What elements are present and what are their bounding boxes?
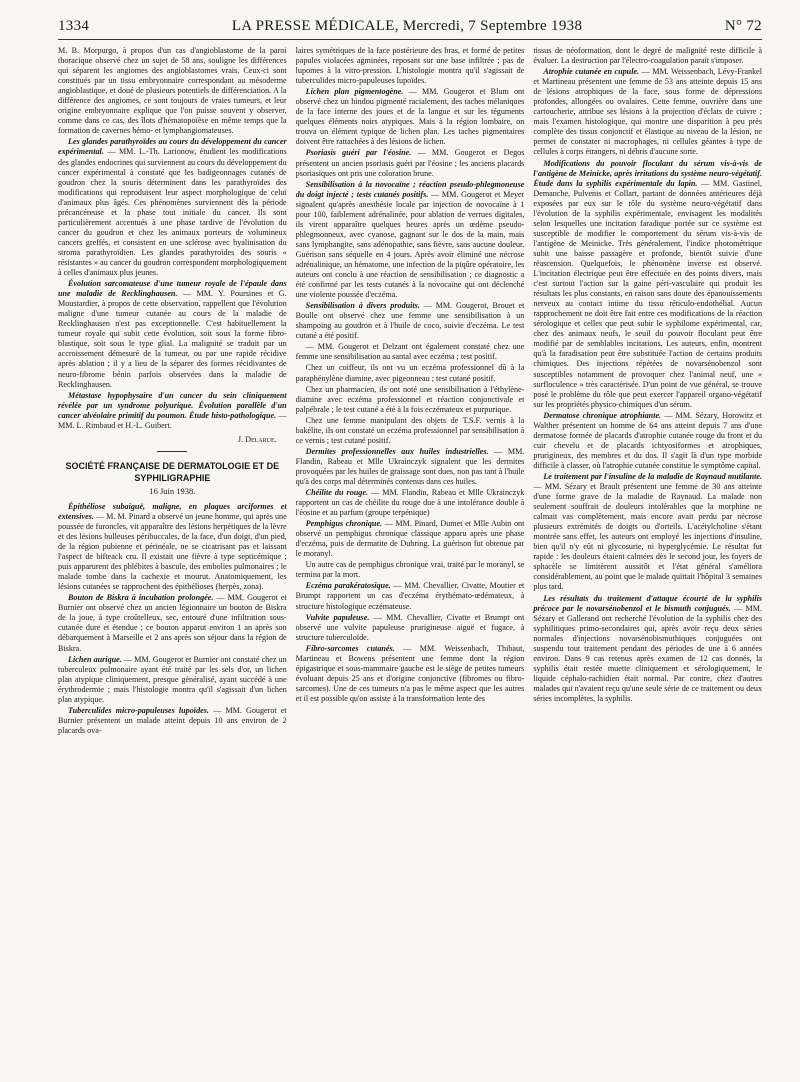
paragraph [296,581,525,611]
paragraph-text: — MM. Chevallier, Civatte, Moutier et Brumpt rapportent un cas d'eczéma érythémato-œdémateux, à structure histologique eczémateuse. [295,581,525,611]
paragraph [296,488,525,518]
article-heading: Dermites professionnelles aux huiles industrielles. [305,446,489,456]
article-heading: Épithéliose subaiguë, maligne, en plaques arciformes et extensives. [58,501,287,521]
article-heading: Eczéma parakératosique. [305,581,391,591]
paragraph-text: — MM. Gougerot et Degos présentent un ancien psoriasis guéri par l'éosine ; les anciens placards psoriasiques ont pris une coloration brune. [295,148,525,178]
article-heading: Lichen aurique. [68,654,122,664]
paragraph-text: — MM. Gougerot et Blum ont observé chez un hindou pigmenté racialement, des taches mélaniques de la face interne des joues et de la langue et sur les téguments quelques éléments noirs atypiques. Mais à la région lombaire, on trouva un élément typique de lichen plan. Les taches pigmentaires doivent être rattachées à des lésions de lichen. [295,87,525,147]
article-heading: Tuberculides micro-papuleuses lupoïdes. [68,705,209,715]
article-heading: Fibro-sarcomes cutanés. [305,643,395,653]
paragraph [533,159,762,410]
paragraph-text: — MM. Sézary et Brault présentent une femme de 30 ans atteinte d'une forme grave de la maladie de Raynaud. La malade non seulement souffrait de douleurs intolérables que la morphine ne calmait vas complètement, mais encore avait perdu par nécrose plusieurs extrémités de doigts ou d'orteils. L'acétylcholine s'étant montrée sans effet, les auteurs ont employé les injections d'insuline, bien qu'il n'y eût ni glycosurie, ni hyperglycémie. Le résultat fut rapide : les douleurs étaient calmées dès le second jour, les foyers de sphacèle se limitèrent aussitôt et l'état général s'améliora considérablement, au point que le malade quittait l'hôpital 3 semaines plus tard. [533,482,763,592]
page-header [58,18,762,40]
paragraph [58,593,287,653]
paragraph [58,391,287,431]
paragraph [296,613,525,643]
article-heading: Atrophie cutanée en cupule. [543,67,640,77]
article-heading: Sensibilisation à divers produits. [305,301,420,311]
paragraph-text: — MM. L.-Th. Larionow, étudient les modifications des glandes endocrines qui surviennent au cours du développement du cancer expérimental à constaté que les badigeonnages cutanés de goudron chez la souris déterminent dans les parathyroïdes des modifications qui reproduisent leur aspect morphologique de celui d'animaux plus âgés. Ces phénomènes surviennent dès la période précancéreuse et la phase tout initiale du cancer. Ils sont particulièrement accentués à une phase tardive de l'évolution du cancer du goudron et chez les animaux porteurs de volumineux cancers greffés, et consistent en une sclérose avec hyalinisation du stroma parathyroïdien. Les glandes parathyroïdes des souris « résistantes » au cancer du goudron correspondent morphologiquement à celles d'animaux plus jeunes. [58,147,287,278]
article-heading: Les résultats du traitement d'attaque écourté de la syphilis précoce par le novarsénobenzol et le bismuth conjugués. [533,593,763,613]
article-heading: Dermatose chronique atrophiante. [543,410,662,420]
author-signature: J. Delarue. [237,434,277,444]
paragraph-text: — MM. Sézary et Gallerand ont recherché l'évolution de la syphilis chez des syphilitiques primo-secondaires qui, après avoir reçu deux séries normales d'injections novarsénobismuthiques conjuguées ont suspendu tout traitement pendant des périodes de une à 6 années environ. Dans 9 cas retenus après examen de 12 cas donnés, la syphilis était restée muette cliniquement et sérologiquement, le liquide céphalo-rachidien était normal. Par contre, chez d'autres malades qui n'avaient reçu qu'une seule série de ce traitement ou deux séries incomplètes, la syphilis. [533,603,763,703]
paragraph-text: — MM. L. Rimbaud et H.-L. Guibert. [58,410,287,430]
paragraph [58,655,287,705]
article-heading: Les glandes parathyroïdes au cours du développement du cancer expérimental. [58,137,287,157]
paragraph-text: — MM. Gastinel, Demanche, Pulvenis et Collart, partant de données antérieures déjà exposées par eux sur le rôle du système neuro-végétatif dans l'évolution de la syphilis expérimentale, envisagent les modalités selon lesquelles une incitation faradique portée sur ce système est susceptible de modifier le comportement du sérum vis-à-vis de l'antigène de Meinicke. Très généralement, l'indice photométrique subit une baisse passagère et profonde, bientôt suivie d'une réascension. Quelquefois, le phénomène inverse est observé. L'incitation électrique peut être effectuée en des points divers, mais c'est surtout l'action sur la gaine péri-vasculaire qui produit les résultats les plus constants, en raison sans doute des épanouissements nerveux au contact intime du tissu réticulo-endothélial. Aucun rapprochement ne doit être fait entre ces modifications de la réaction sérologique et celles que peut subir le syphilome expérimental, car, chez des animaux neufs, le seuil du pouvoir floculant peut être modifié par de semblables incitations. Les auteurs, enfin, montrent qu'à la faradisation peut être substituée l'action de certains produits chimiques. Des injections répétées de novarsénobenzol sont susceptibles notamment de provoquer chez l'animal neuf, une « surfloculence » très caractérisée. D'un point de vue général, se trouve posé le problème du rôle que peut exercer l'appareil organo-végétatif sur les propriétés physico-chimiques d'un sérum. [533,178,763,409]
paragraph [533,594,762,705]
article-heading: Évolution sarcomateuse d'une tumeur royale de l'épaule dans une maladie de Recklinghausen. [58,279,287,299]
paragraph-text: — MM. Pinard, Dumet et Mlle Aubin ont observé un pemphigus chronique classique apparu après une phase d'eczéma, puis de dermatite de Duhring. La guérison fut obtenue par le moranyl. [295,519,525,559]
paragraph-text: — MM. Sézary, Horowitz et Walther présentent un homme de 64 ans atteint depuis 7 ans d'une dermatose formée de placards d'atrophie cutanée rouge du front et du cuir chevelu et de placards ichtyosiformes et atrophiques, prurigineux, des membres et du dos. Il s'agit là d'un type morbide difficile à classer, où l'atrophie cutanée constitue le symptôme capital. [533,410,763,470]
article-heading: Métastase hypophysaire d'un cancer du sein cliniquement révélée par un syndrome polyurique. Évolution parallèle d'un cancer alvéolaire primitif du poumon. Étude histo-pathologique. [58,390,287,420]
paragraph-text: — MM. Flandin, Rabeau et Mlle Ukrainczyk signalent que les dermites provoquées par les huiles de graissage sont dues, non pas tant à l'huile qu'à des corps mal déterminés contenus dans ces huiles. [295,446,525,486]
paragraph: Chez une femme manipulant des objets de T.S.F. vernis à la bakélite, ils ont constaté un eczéma professionnel par sensibilisation à ce vernis ; test cutané positif. [295,415,525,445]
journal-title: LA PRESSE MÉDICALE, Mercredi, 7 Septembre 1938 [231,18,583,34]
paragraph [533,472,762,593]
paragraph [296,180,525,301]
paragraph-text: — MM. Flandin, Rabeau et Mlle Ukrainczyk rapportent un cas de chéilite du rouge due à une intolérance double à l'éosine et au parfum (groupe terpénique) [295,488,525,518]
paragraph [296,644,525,704]
paragraph-text: — MM. Gougerot, Brouet et Boulle ont observé chez une femme une sensibilisation à un shampoing au goudron et à l'huile de coco, suivie d'eczéma. Le test cutané a été positif. [295,301,525,341]
paragraph [296,148,525,178]
paragraph: laires symétriques de la face postérieure des bras, et formé de petites papules violacées agminées, reposant sur une base infiltrée ; pas de lupomes à la vitro-pression. L'histologie montra qu'il s'agissait de tuberculides micro-papuleuses lupoïdes. [295,46,525,86]
paragraph: tissus de néoformation, dont le degré de malignité reste difficile à évaluer. La destruction par l'électro-coagulation parait s'imposer. [533,46,763,66]
issue-number: N° 72 [724,18,762,34]
paragraph: Un autre cas de pemphigus chronique vrai, traité par le moranyl, se termina par la mort. [295,560,525,580]
paragraph [58,706,287,736]
paragraph [58,502,287,592]
paragraph-text: — MM. Chevallier, Civatte et Brumpt ont observé une vulvite papuleuse prurigineuse aiguë et fugace, à structure tuberculoïde. [295,612,525,642]
paragraph [296,447,525,487]
paragraph: M. B. Morpurgo, à propos d'un cas d'angioblastome de la paroi thoracique observé chez un sujet de 58 ans, souligne les différences qui séparent les angiomes des angioblastomes vrais. Ceux-ci sont constitués par un tissu embryonnaire correspondant au mésoderme angioblastique, et doué de plusieurs potentiels de différenciation. A la différence des angiomes, ce sont toujours de vraies tumeurs, et leur origine embryonnaire explique que l'on puisse souvent y observer, comme dans ce cas, des îlots d'hématopoïèse en même temps que la formation de cavernes hémo- et lymphangiomateuses. [58,46,287,136]
article-heading: Le traitement par l'insuline de la maladie de Raynaud mutilante. [543,471,763,481]
paragraph-text: — MM. Gougerot et Meyer signalent qu'après anesthésie locale par injection de novocaïne à 1 pour 100, faiblement adrénalinée, pour ablation de verrues digitales, ils virent apparaître quelques heures après un œdème pseudo-phlegmonneux, avec cyanose, gagnant sur le dos de la main, mais sans lymphangite, sans adénopathie, sans fièvre, sans aucune douleur. Guérison sans séquelle en 4 jours. Après avoir éliminé une nécrose adrénalinique, un hématome, une infection de la piqûre opératoire, les auteurs ont conclu à une réaction de sensibilisation ; ce diagnostic a été confirmé par les tests cutanés à la novocaïne qui ont déclenché une violente poussée d'eczéma. [295,189,525,300]
article-heading: Lichen plan pigmentogène. [305,87,404,97]
society-heading: SOCIÉTÉ FRANÇAISE DE DERMATOLOGIE ET DE SYPHILIGRAPHIE [65,460,280,483]
paragraph [296,301,525,341]
article-heading: Bouton de Biskra à incubation prolongée. [68,593,214,603]
paragraph-text: — MM. Gougerot et Burnier ont constaté chez un tuberculeux pulmonaire ayant été traité par les sels d'or, un lichen plan atypique cliniquement, presque généralisé, ayant succédé à une érythrodermie ; mais l'histologie montra qu'il s'agissait d'un lichen plan atypique. [58,654,287,704]
paragraph-text: — MM. Y. Poursines et G. Moustardier, à propos de cette observation, rappellent que l'évolution maligne d'une tumeur cutanée au cours de la maladie de Recklinghausen n'est pas exceptionnelle. C'est habituellement la tumeur royale qui subit cette évolution, soit sous la forme fibro-blastique, soit sous le type glial. La malignité se traduit par un accroissement démesuré de la tumeur, ou par une rapide récidive après ablation ; il y a lieu de la séparer des formes récidivantes de neuro-fibrome bénin parfois observées dans la maladie de Recklinghausen. [58,289,287,389]
paragraph [533,411,762,471]
article-heading: Psoriasis guéri par l'éosine. [305,148,412,158]
paragraph-text: — MM. Gougerot et Burnier présentent un malade atteint depuis 10 ans environ de 2 placards ova- [58,705,287,735]
page-number: 1334 [58,18,90,34]
article-heading: Chéilite du rouge. [305,488,368,498]
article-heading: Sensibilisation à la novocaïne ; réaction pseudo-phlegmoneuse du doigt injecté ; tests cutanés positifs. [295,179,525,199]
paragraph: — MM. Gougerot et Delzant ont également constaté chez une femme une sensibilisation au santal avec eczéma ; test positif. [295,342,525,362]
paragraph-text: — MM. Weissenbach, Lévy-Frankel et Martineau présentent une femme de 53 ans atteinte depuis 15 ans de lésions atrophiques de la face, sous forme de dépressions profondes, allongées ou ovalaires. Cette femme, ouvrière dans une cartoucherie, attribue ses lésions à la projection d'éclats de cuivre ; mais l'examen histologique, qui montre une disparition à peu près complète des tissus conjonctif et élastique au niveau de la lésion, ne permet de constater ni macrophages, ni cellules géantes à type de cellules à corps étrangers, ni débris d'aucune sorte. [533,67,763,157]
article-heading: Modifications du pouvoir floculant du sérum vis-à-vis de l'antigène de Meinicke, après irritations du système neuro-végétatif. Étude dans la syphilis expérimentale du lapin. [533,158,763,188]
text-columns [58,46,762,1056]
divider [157,451,187,452]
paragraph [296,87,525,147]
paragraph: Chez un coiffeur, ils ont vu un eczéma professionnel dû à la paraphénylène diamine, avec pigeonneau ; test cutané positif. [295,363,525,383]
paragraph-text: — MM. Weissenbach, Thibaut, Martineau et Bowens présentent une femme dont la région épigastrique et sous-mammaire gauche est le siège de petites tumeurs évoluant depuis 25 ans et d'origine conjonctive (fibromes ou fibro-sarcomes). Une de ces tumeurs n'a pas le même aspect que les autres et il est possible qu'on assiste à la transformation lente des [295,643,525,703]
paragraph-text: — MM. Gougerot et Burnier ont observé chez un ancien légionnaire un bouton de Biskra de la joue, à type croûtelleux, sec, entouré d'une infiltration sous-cutanée dure et étendue ; ce bouton apparut environ 1 an après son débarquement à Marseille et 2 ans après son séjour dans la région de Biskra. [58,593,287,653]
paragraph [296,519,525,559]
article-heading: Vulvite papuleuse. [305,612,370,622]
paragraph: Chez un pharmacien, ils ont noté une sensibilisation à l'éthylène-diamine avec eczéma professionnel et réaction conjonctivale et palpébrale ; le test cutané a été à la fois eczémateux et purpurique. [295,384,525,414]
column-3 [533,46,762,1056]
paragraph [533,67,762,157]
paragraph [58,137,287,278]
article-heading: Pemphigus chronique. [305,519,383,529]
session-date: 16 Juin 1938. [149,485,196,496]
paragraph [58,279,287,390]
column-2 [296,46,525,1056]
paragraph-text: — M. M. Pinard a observé un jeune homme, qui après une poussée de furoncles, vit apparaître des lésions herpétiques de la lèvre et des lésions bulleuses péribuccales, de la face, d'un doigt, d'un pied, de la région pubienne et périnéale, ne se cicatrisant pas et laissant l'aspect de bifteack cru. Il existait une fièvre à type septicémique ; puis apparurent des phlébites à bascule, des embolies pulmonaires ; le malade tombe dans la cachexie et mourut. Anatomiquement, les lésions cutanées se rapprochent des épithélioses (herpès, zona). [58,511,287,592]
column-1 [58,46,287,1056]
